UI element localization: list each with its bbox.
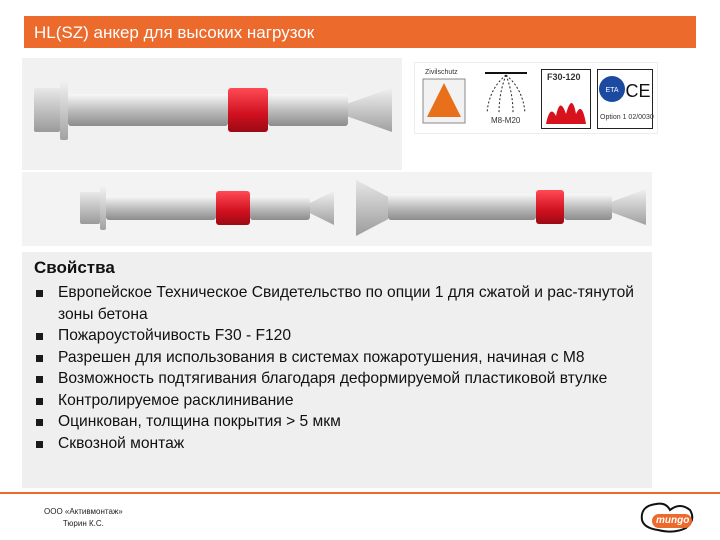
hex-nut bbox=[34, 88, 60, 132]
bullet-icon bbox=[36, 333, 43, 340]
page-title: HL(SZ) анкер для высоких нагрузок bbox=[34, 23, 315, 42]
product-photo-two-anchors bbox=[22, 172, 652, 246]
bullet-icon bbox=[36, 441, 43, 448]
washer bbox=[60, 80, 68, 140]
anchor-sleeve bbox=[68, 94, 228, 126]
properties-panel bbox=[22, 252, 652, 488]
list-item: Оцинкован, толщина покрытия > 5 мкм bbox=[34, 411, 642, 433]
fire-rating-icon bbox=[541, 69, 591, 129]
certification-marks bbox=[414, 62, 658, 134]
bullet-icon bbox=[36, 398, 43, 405]
svg-text:CE: CE bbox=[625, 81, 651, 101]
expansion-sleeve bbox=[250, 196, 310, 220]
list-item: Разрешен для использования в системах пожаротушения, начиная с М8 bbox=[34, 347, 642, 369]
logo-text: mungo bbox=[656, 515, 690, 526]
civil-protection-triangle-icon bbox=[421, 69, 467, 127]
eta-option: Option 1 02/0030 bbox=[600, 114, 654, 121]
expansion-cone bbox=[310, 191, 334, 225]
footer-author bbox=[44, 506, 123, 530]
company-name: ООО «Активмонтаж» bbox=[44, 507, 123, 516]
list-item: Европейское Техническое Свидетельство по опции 1 для сжатой и рас-тянутой зоны бетона bbox=[34, 282, 642, 325]
mungo-logo bbox=[636, 500, 696, 534]
fire-rating-label: F30-120 bbox=[547, 72, 581, 82]
countersunk-head bbox=[356, 180, 388, 236]
list-item: Сквозной монтаж bbox=[34, 433, 642, 455]
zivilschutz-label: Zivilschutz bbox=[425, 69, 458, 76]
list-item: Возможность подтягивания благодаря деформируемой пластиковой втулке bbox=[34, 368, 642, 390]
expansion-sleeve bbox=[268, 94, 348, 126]
hex-nut bbox=[80, 192, 100, 224]
plastic-sleeve bbox=[536, 190, 564, 224]
expansion-sleeve bbox=[564, 194, 612, 220]
bullet-icon bbox=[36, 376, 43, 383]
sprinkler-icon bbox=[479, 69, 533, 127]
sprinkler-label: M8-M20 bbox=[491, 116, 521, 125]
anchor-sleeve bbox=[388, 194, 536, 220]
anchor-sleeve bbox=[106, 196, 216, 220]
footer-divider bbox=[0, 492, 720, 494]
svg-text:ETA: ETA bbox=[605, 87, 619, 94]
plastic-sleeve bbox=[216, 191, 250, 225]
bullet-icon bbox=[36, 419, 43, 426]
eta-ce-icon bbox=[597, 69, 653, 129]
bullet-icon bbox=[36, 290, 43, 297]
product-photo-hex-anchor bbox=[22, 58, 402, 170]
expansion-cone bbox=[612, 189, 646, 225]
list-item: Пожароустойчивость F30 - F120 bbox=[34, 325, 642, 347]
bullet-icon bbox=[36, 355, 43, 362]
properties-list bbox=[34, 282, 642, 454]
author-name: Тюрин К.С. bbox=[62, 519, 104, 528]
properties-heading: Свойства bbox=[34, 258, 115, 277]
title-bar bbox=[24, 16, 696, 48]
plastic-sleeve bbox=[228, 88, 268, 132]
expansion-cone bbox=[348, 88, 392, 132]
list-item: Контролируемое расклинивание bbox=[34, 390, 642, 412]
